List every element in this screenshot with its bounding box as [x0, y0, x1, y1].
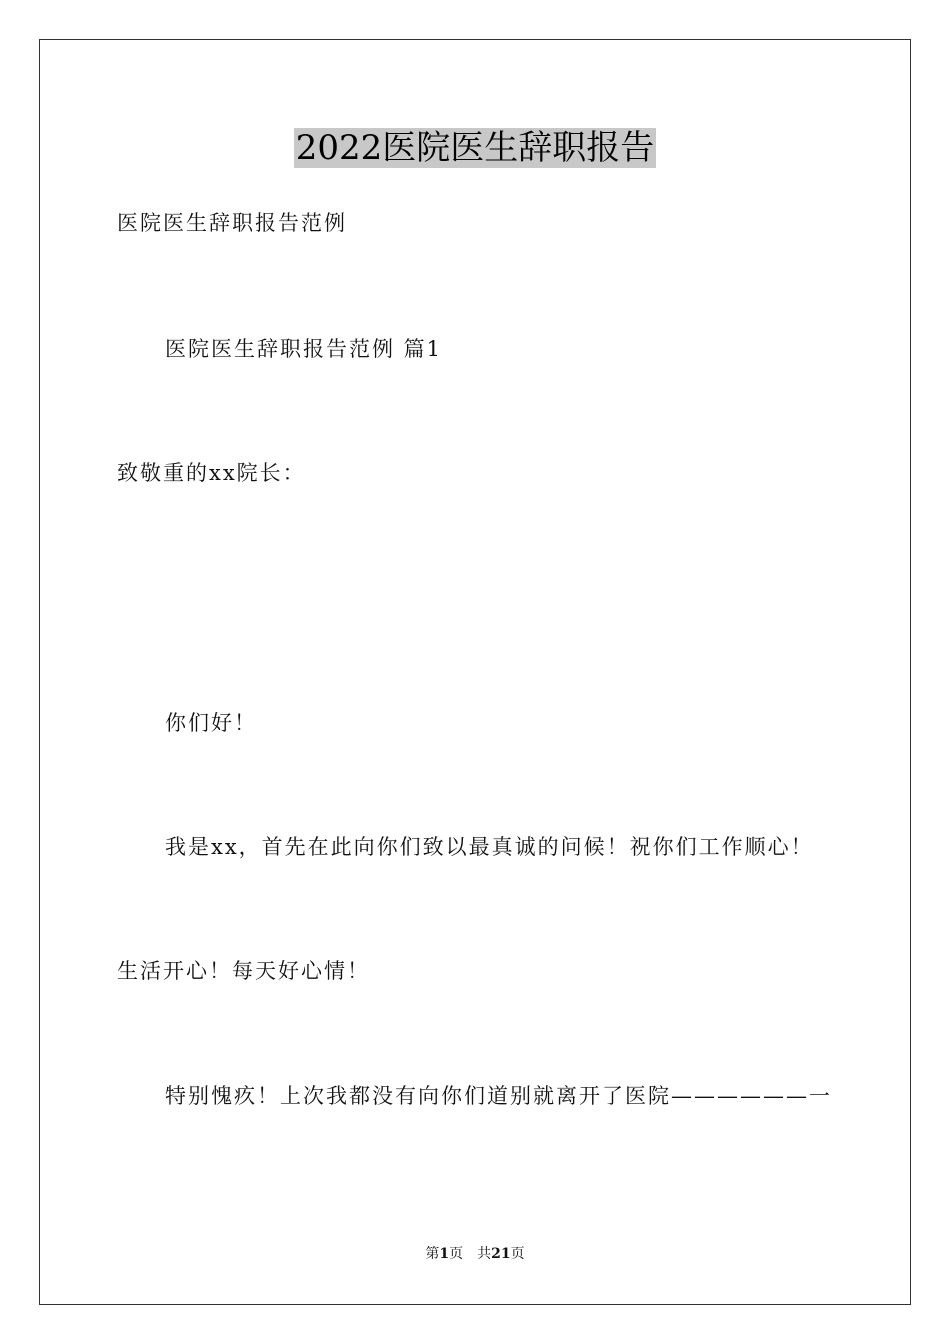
title-text: 2022医院医生辞职报告: [295, 128, 655, 168]
section-heading: 医院医生辞职报告范例 篇1: [165, 337, 443, 361]
page-footer: [0, 1243, 950, 1263]
salutation-paragraph: 致敬重的xx院长：: [117, 461, 306, 485]
body-paragraph-2: 生活开心！每天好心情！: [117, 959, 370, 983]
footer-prefix: 第: [425, 1246, 440, 1262]
footer-page-number: 1: [439, 1246, 450, 1262]
footer-total-pages: 21: [491, 1246, 511, 1262]
footer-mid: 页 共: [449, 1246, 492, 1262]
body-paragraph-3: 特别愧疚！上次我都没有向你们道别就离开了医院——————一: [165, 1084, 832, 1108]
document-title: [0, 124, 950, 172]
greeting-paragraph: 你们好！: [165, 711, 257, 735]
subtitle-paragraph: 医院医生辞职报告范例: [117, 211, 347, 235]
body-paragraph-1: 我是xx，首先在此向你们致以最真诚的问候！祝你们工作顺心！: [165, 835, 814, 859]
footer-suffix: 页: [510, 1246, 525, 1262]
